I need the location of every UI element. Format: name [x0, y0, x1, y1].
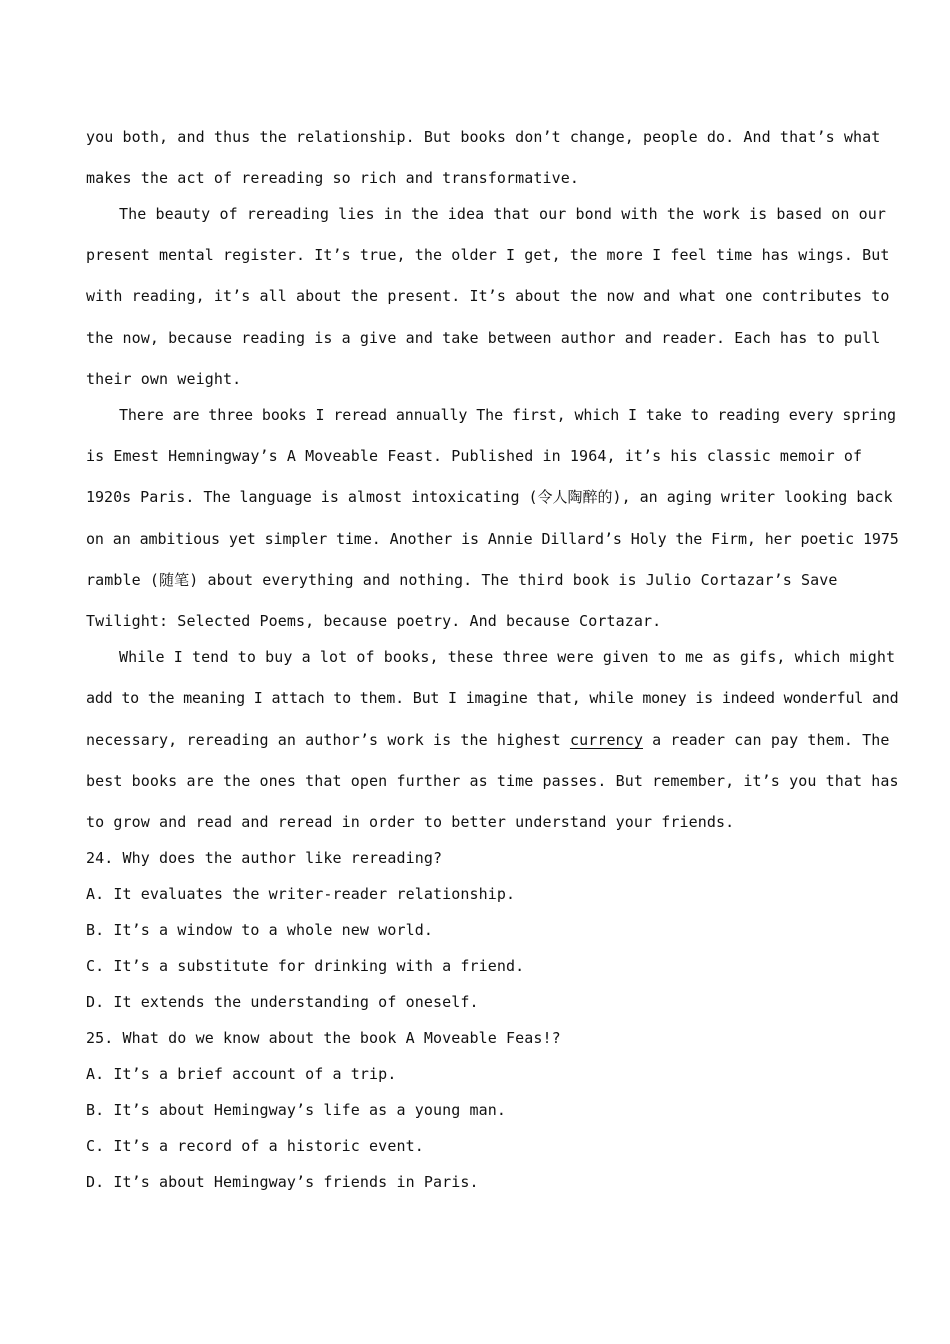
paragraph-4-line: add to the meaning I attach to them. But I imagine that, while money is indeed wonderful and [86, 689, 899, 707]
question-24-option-d: D. It extends the understanding of oneself. [86, 993, 479, 1011]
question-25-option-b: B. It’s about Hemingway’s life as a young man. [86, 1101, 507, 1119]
paragraph-4-line [86, 730, 890, 750]
question-24-option-a: A. It evaluates the writer-reader relationship. [86, 885, 516, 903]
line-text: necessary, rereading an author’s work is the highest [86, 731, 570, 749]
paragraph-2-line: their own weight. [86, 370, 242, 388]
paragraph-3-line: is Emest Hemningway’s A Moveable Feast. Published in 1964, it’s his classic memoir of [86, 447, 863, 465]
paragraph-2-line: with reading, it’s all about the present. It’s about the now and what one contributes to [86, 287, 890, 305]
question-25-option-d: D. It’s about Hemingway’s friends in Paris. [86, 1173, 479, 1191]
question-25-stem: 25. What do we know about the book A Moveable Feas!? [86, 1029, 561, 1047]
paragraph-1-line: makes the act of rereading so rich and transformative. [86, 169, 580, 187]
question-24-option-c: C. It’s a substitute for drinking with a friend. [86, 957, 525, 975]
paragraph-3-line: 1920s Paris. The language is almost intoxicating (令人陶醉的), an aging writer looking back [86, 488, 893, 506]
paragraph-1-line: you both, and thus the relationship. But books don’t change, people do. And that’s what [86, 128, 881, 146]
question-24-option-b: B. It’s a window to a whole new world. [86, 921, 433, 939]
underlined-word-currency: currency [569, 731, 643, 749]
paragraph-2-line: The beauty of rereading lies in the idea that our bond with the work is based on our [119, 205, 886, 223]
paragraph-3-line: ramble (随笔) about everything and nothing. The third book is Julio Cortazar’s Save [86, 571, 838, 589]
paragraph-4-line: While I tend to buy a lot of books, these three were given to me as gifs, which might [119, 648, 896, 666]
paragraph-3-line: on an ambitious yet simpler time. Another is Annie Dillard’s Holy the Firm, her poetic 1975 [86, 530, 899, 548]
paragraph-3-line: Twilight: Selected Poems, because poetry. And because Cortazar. [86, 612, 662, 630]
paragraph-4-line: to grow and read and reread in order to better understand your friends. [86, 813, 735, 831]
paragraph-3-line: There are three books I reread annually The first, which I take to reading every spring [119, 406, 896, 424]
line-text: a reader can pay them. The [642, 731, 890, 749]
paragraph-4-line: best books are the ones that open further as time passes. But remember, it’s you that has [86, 772, 899, 790]
question-25-option-a: A. It’s a brief account of a trip. [86, 1065, 397, 1083]
paragraph-2-line: the now, because reading is a give and take between author and reader. Each has to pull [86, 329, 881, 347]
question-24-stem: 24. Why does the author like rereading? [86, 849, 443, 867]
question-25-option-c: C. It’s a record of a historic event. [86, 1137, 424, 1155]
paragraph-2-line: present mental register. It’s true, the older I get, the more I feel time has wings. But [86, 246, 890, 264]
